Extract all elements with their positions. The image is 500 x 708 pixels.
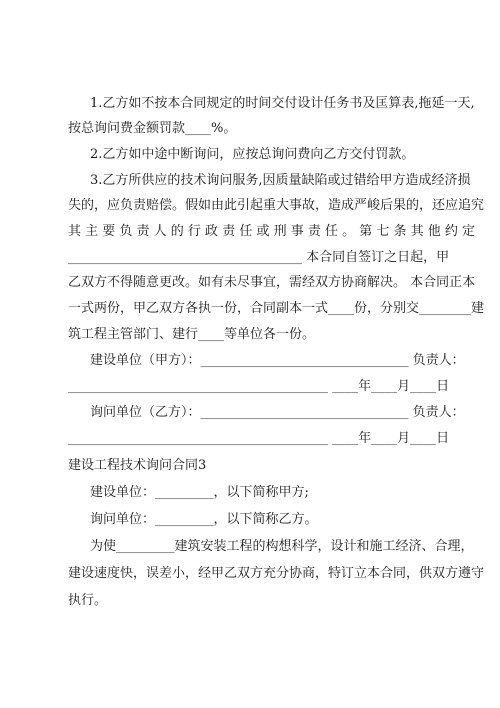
- paragraph-line: 为使_________建筑安装工程的构想科学，设计和施工经济、合理，: [90, 539, 474, 554]
- paragraph-line: 其 主 要 负 责 人 的 行 政 责 任 或 刑 事 责 任 。 第 七 条 其 他 约 定: [68, 224, 476, 239]
- date-line-party-b: ________________________________________ ____年____月____日: [68, 431, 450, 446]
- paragraph-line: 按总询问费金额罚款____%。: [68, 121, 237, 136]
- section-title: 建设工程技术询问合同3: [68, 458, 207, 473]
- paragraph-line: 建设单位：_________，以下简称甲方;: [90, 485, 309, 500]
- paragraph-line: 乙双方不得随意更改。如有未尽事宜，需经双方协商解决。 本合同正本: [68, 275, 476, 290]
- paragraph-line: 1.乙方如不按本合同规定的时间交付设计任务书及匡算表,拖延一天,: [90, 96, 475, 111]
- paragraph-line: 执行。: [68, 593, 108, 608]
- signature-line-party-a: 建设单位（甲方）：________________________________ 负责人：: [90, 353, 465, 368]
- paragraph-line: 一式两份，甲乙双方各执一份，合同副本一式____份，分别交________建: [68, 301, 485, 316]
- paragraph-line: 3.乙方所供应的技术询问服务,因质量缺陷或过错给甲方造成经济损: [90, 173, 471, 188]
- paragraph-line: 询问单位：_________，以下简称乙方。: [90, 512, 318, 527]
- signature-line-party-b: 询问单位（乙方）：________________________________ 负责人：: [90, 405, 465, 420]
- paragraph-line: 筑工程主管部门、建行____等单位各一份。: [68, 327, 316, 342]
- paragraph-line: 失的，应负责赔偿。假如由此引起重大事故，造成严峻后果的，还应追究: [68, 198, 485, 213]
- paragraph-line: 2.乙方如中途中断询问，应按总询问费向乙方交付罚款。: [90, 147, 415, 162]
- paragraph-line: 建设速度快，误差小，经甲乙双方充分协商，特订立本合同，供双方遵守: [68, 566, 485, 581]
- paragraph-line: ____________________________________ 本合同自签订之日起，甲: [68, 250, 450, 265]
- date-line-party-a: ________________________________________ ____年____月____日: [68, 379, 450, 394]
